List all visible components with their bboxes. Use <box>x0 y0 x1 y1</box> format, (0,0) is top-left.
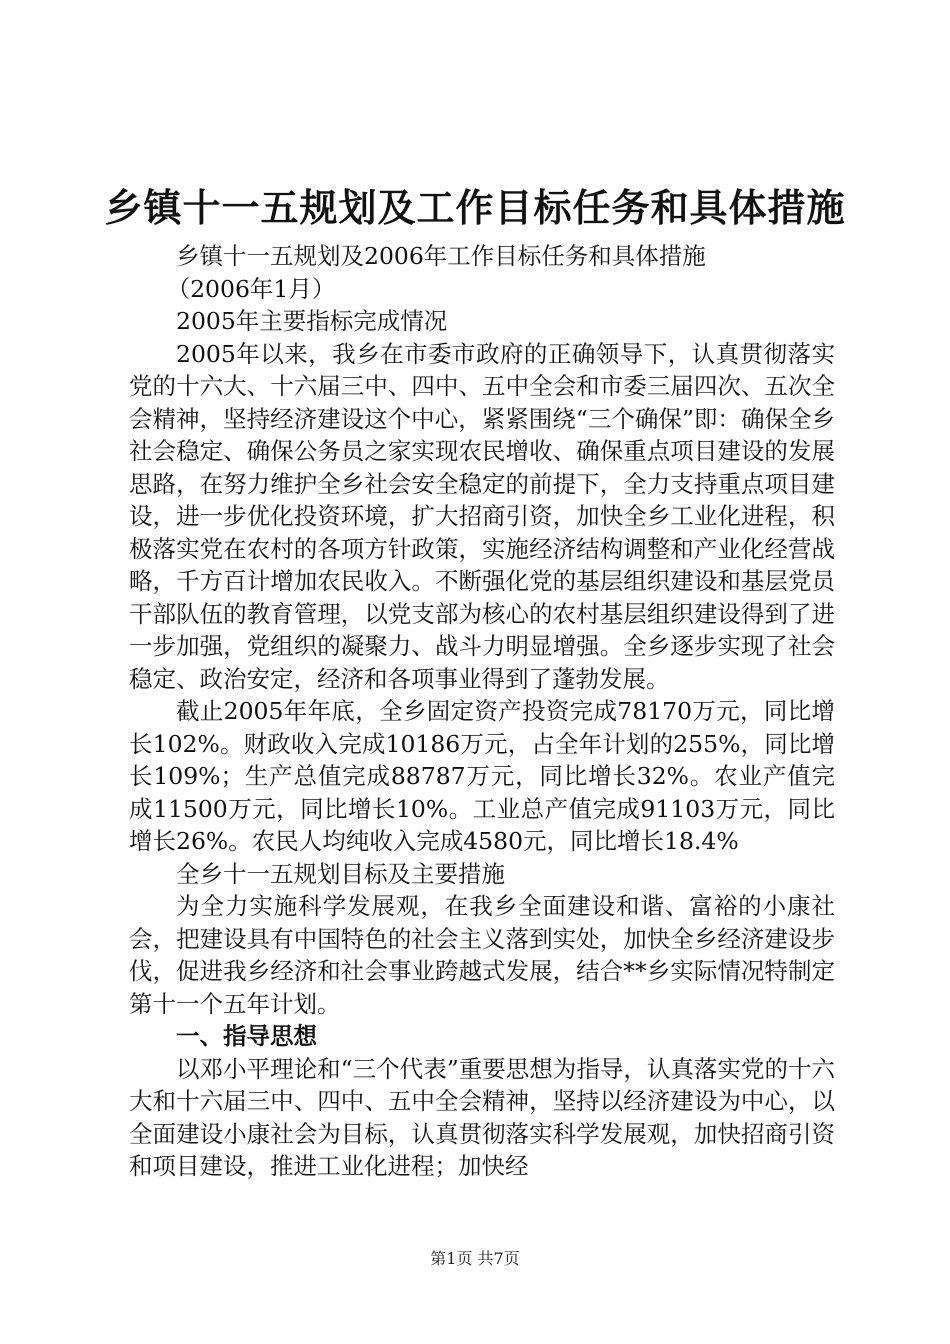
section-heading-2005: 2005年主要指标完成情况 <box>176 307 448 335</box>
page-footer: 第1页 共7页 <box>430 1249 520 1268</box>
subtitle: 乡镇十一五规划及2006年工作目标任务和具体措施 <box>176 242 706 270</box>
date-line: （2006年1月） <box>166 274 336 303</box>
paragraph: 为全力实施科学发展观，在我乡全面建设和谐、富裕的小康社会，把建设具有中国特色的社会主义落到实处，加快全乡经济建设步伐，促进我乡经济和社会事业跨越式发展，结合**乡实际情况特制定第十一个五年计划。 <box>129 892 835 1018</box>
section-heading-plan: 全乡十一五规划目标及主要措施 <box>176 859 505 888</box>
paragraph: 截止2005年年底，全乡固定资产投资完成78170万元，同比增长102%。财政收入完成10186万元，占全年计划的255%，同比增长109%；生产总值完成88787万元，同比增长32%。农业产值完成11500万元，同比增长10%。工业总产值完成91103万元，同比增长26%。农民人均纯收入完成4580元，同比增长18.4% <box>129 697 835 855</box>
document-body <box>129 240 835 1183</box>
document-title: 乡镇十一五规划及工作目标任务和具体措施 <box>104 185 846 230</box>
paragraph: 2005年以来，我乡在市委市政府的正确领导下，认真贯彻落实党的十六大、十六届三中、四中、五中全会和市委三届四次、五次全会精神，坚持经济建设这个中心，紧紧围绕“三个确保”即：确保全乡社会稳定、确保公务员之家实现农民增收、确保重点项目建设的发展思路，在努力维护全乡社会安全稳定的前提下，全力支持重点项目建设，进一步优化投资环境，扩大招商引资，加快全乡工业化进程，积极落实党在农村的各项方针政策，实施经济结构调整和产业化经营战略，千方百计增加农民收入。不断强化党的基层组织建设和基层党员干部队伍的教育管理，以党支部为核心的农村基层组织建设得到了进一步加强，党组织的凝聚力、战斗力明显增强。全乡逐步实现了社会稳定、政治安定，经济和各项事业得到了蓬勃发展。 <box>129 339 835 693</box>
heading-guiding-ideology: 一、指导思想 <box>176 1022 317 1050</box>
paragraph: 以邓小平理论和“三个代表”重要思想为指导，认真落实党的十六大和十六届三中、四中、五中全会精神，坚持以经济建设为中心，以全面建设小康社会为目标，认真贯彻落实科学发展观，加快招商引资和项目建设，推进工业化进程；加快经 <box>129 1054 835 1180</box>
